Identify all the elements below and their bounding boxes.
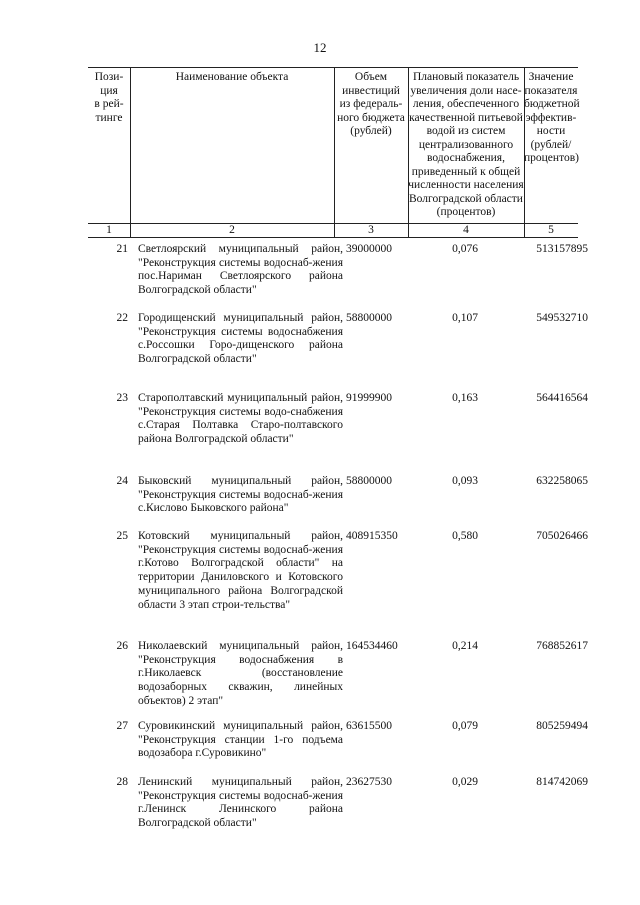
row-name: Городищенский муниципальный район, "Реконструкция системы водоснабжения с.Россошки Горо-дищенского района Волгоградской области" — [138, 312, 343, 366]
row-efficiency: 549532710 — [536, 312, 588, 324]
header-investment: Объем инвестиций из федераль- ного бюджета (рублей) — [337, 71, 405, 137]
row-share: 0,079 — [452, 720, 478, 732]
row-efficiency: 805259494 — [536, 720, 588, 732]
row-investment: 39000000 — [346, 243, 392, 255]
row-position: 21 — [116, 243, 128, 255]
row-position: 23 — [116, 392, 128, 404]
row-efficiency: 768852617 — [536, 640, 588, 652]
row-position: 25 — [116, 530, 128, 542]
column-number: 3 — [368, 224, 374, 236]
header-efficiency: Значение показателя бюджетной эффектив- ности (рублей/ процентов) — [524, 71, 580, 164]
row-position: 26 — [116, 640, 128, 652]
column-number: 1 — [106, 224, 112, 236]
row-position: 28 — [116, 776, 128, 788]
row-efficiency: 814742069 — [536, 776, 588, 788]
row-investment: 91999900 — [346, 392, 392, 404]
row-position: 27 — [116, 720, 128, 732]
row-name: Ленинский муниципальный район, "Реконструкция системы водоснаб-жения г.Ленинск Ленинского района Волгоградской области" — [138, 776, 343, 830]
page-number: 12 — [313, 40, 327, 55]
row-position: 22 — [116, 312, 128, 324]
row-name: Котовский муниципальный район, "Реконструкция системы водоснаб-жения г.Котово Волгоградской области" на территории Даниловского и Котовского муниципального района Волгоградской области 3 этап строи-тельства" — [138, 530, 343, 611]
row-efficiency: 513157895 — [536, 243, 588, 255]
row-name: Быковский муниципальный район, "Реконструкция системы водоснаб-жения с.Кислово Быковского района" — [138, 475, 343, 515]
row-name: Суровикинский муниципальный район, "Реконструкция станции 1-го подъема водозабора г.Суровикино" — [138, 720, 343, 760]
header-name: Наименование объекта — [175, 71, 289, 83]
row-name: Старополтавский муниципальный район, "Реконструкция системы водо-снабжения с.Старая Полтавка Старо-полтавского района Волгоградской области" — [138, 392, 343, 446]
row-name: Светлоярский муниципальный район, "Реконструкция системы водоснаб-жения пос.Нариман Светлоярского района Волгоградской области" — [138, 243, 343, 297]
row-share: 0,093 — [452, 475, 478, 487]
row-investment: 63615500 — [346, 720, 392, 732]
row-efficiency: 705026466 — [536, 530, 588, 542]
row-share: 0,163 — [452, 392, 478, 404]
row-investment: 408915350 — [346, 530, 398, 542]
header-position: Пози- ция в рей- тинге — [94, 71, 124, 124]
row-efficiency: 632258065 — [536, 475, 588, 487]
row-share: 0,076 — [452, 243, 478, 255]
table-body — [88, 0, 588, 905]
header-share: Плановый показатель увеличения доли насе- ления, обеспеченного качественной питьевой водой из систем централизованного водоснабжения, приведенный к общей численности населения Волгоградской области (процентов) — [408, 71, 524, 218]
row-efficiency: 564416564 — [536, 392, 588, 404]
column-number: 4 — [463, 224, 469, 236]
row-share: 0,029 — [452, 776, 478, 788]
row-investment: 164534460 — [346, 640, 398, 652]
row-investment: 58800000 — [346, 312, 392, 324]
column-number: 5 — [548, 224, 554, 236]
row-position: 24 — [116, 475, 128, 487]
row-investment: 23627530 — [346, 776, 392, 788]
row-investment: 58800000 — [346, 475, 392, 487]
row-share: 0,107 — [452, 312, 478, 324]
column-number: 2 — [229, 224, 235, 236]
row-name: Николаевский муниципальный район, "Реконструкция водоснабжения в г.Николаевск (восстановление водозаборных скважин, линейных объектов) 2 этап" — [138, 640, 343, 707]
row-share: 0,580 — [452, 530, 478, 542]
row-share: 0,214 — [452, 640, 478, 652]
